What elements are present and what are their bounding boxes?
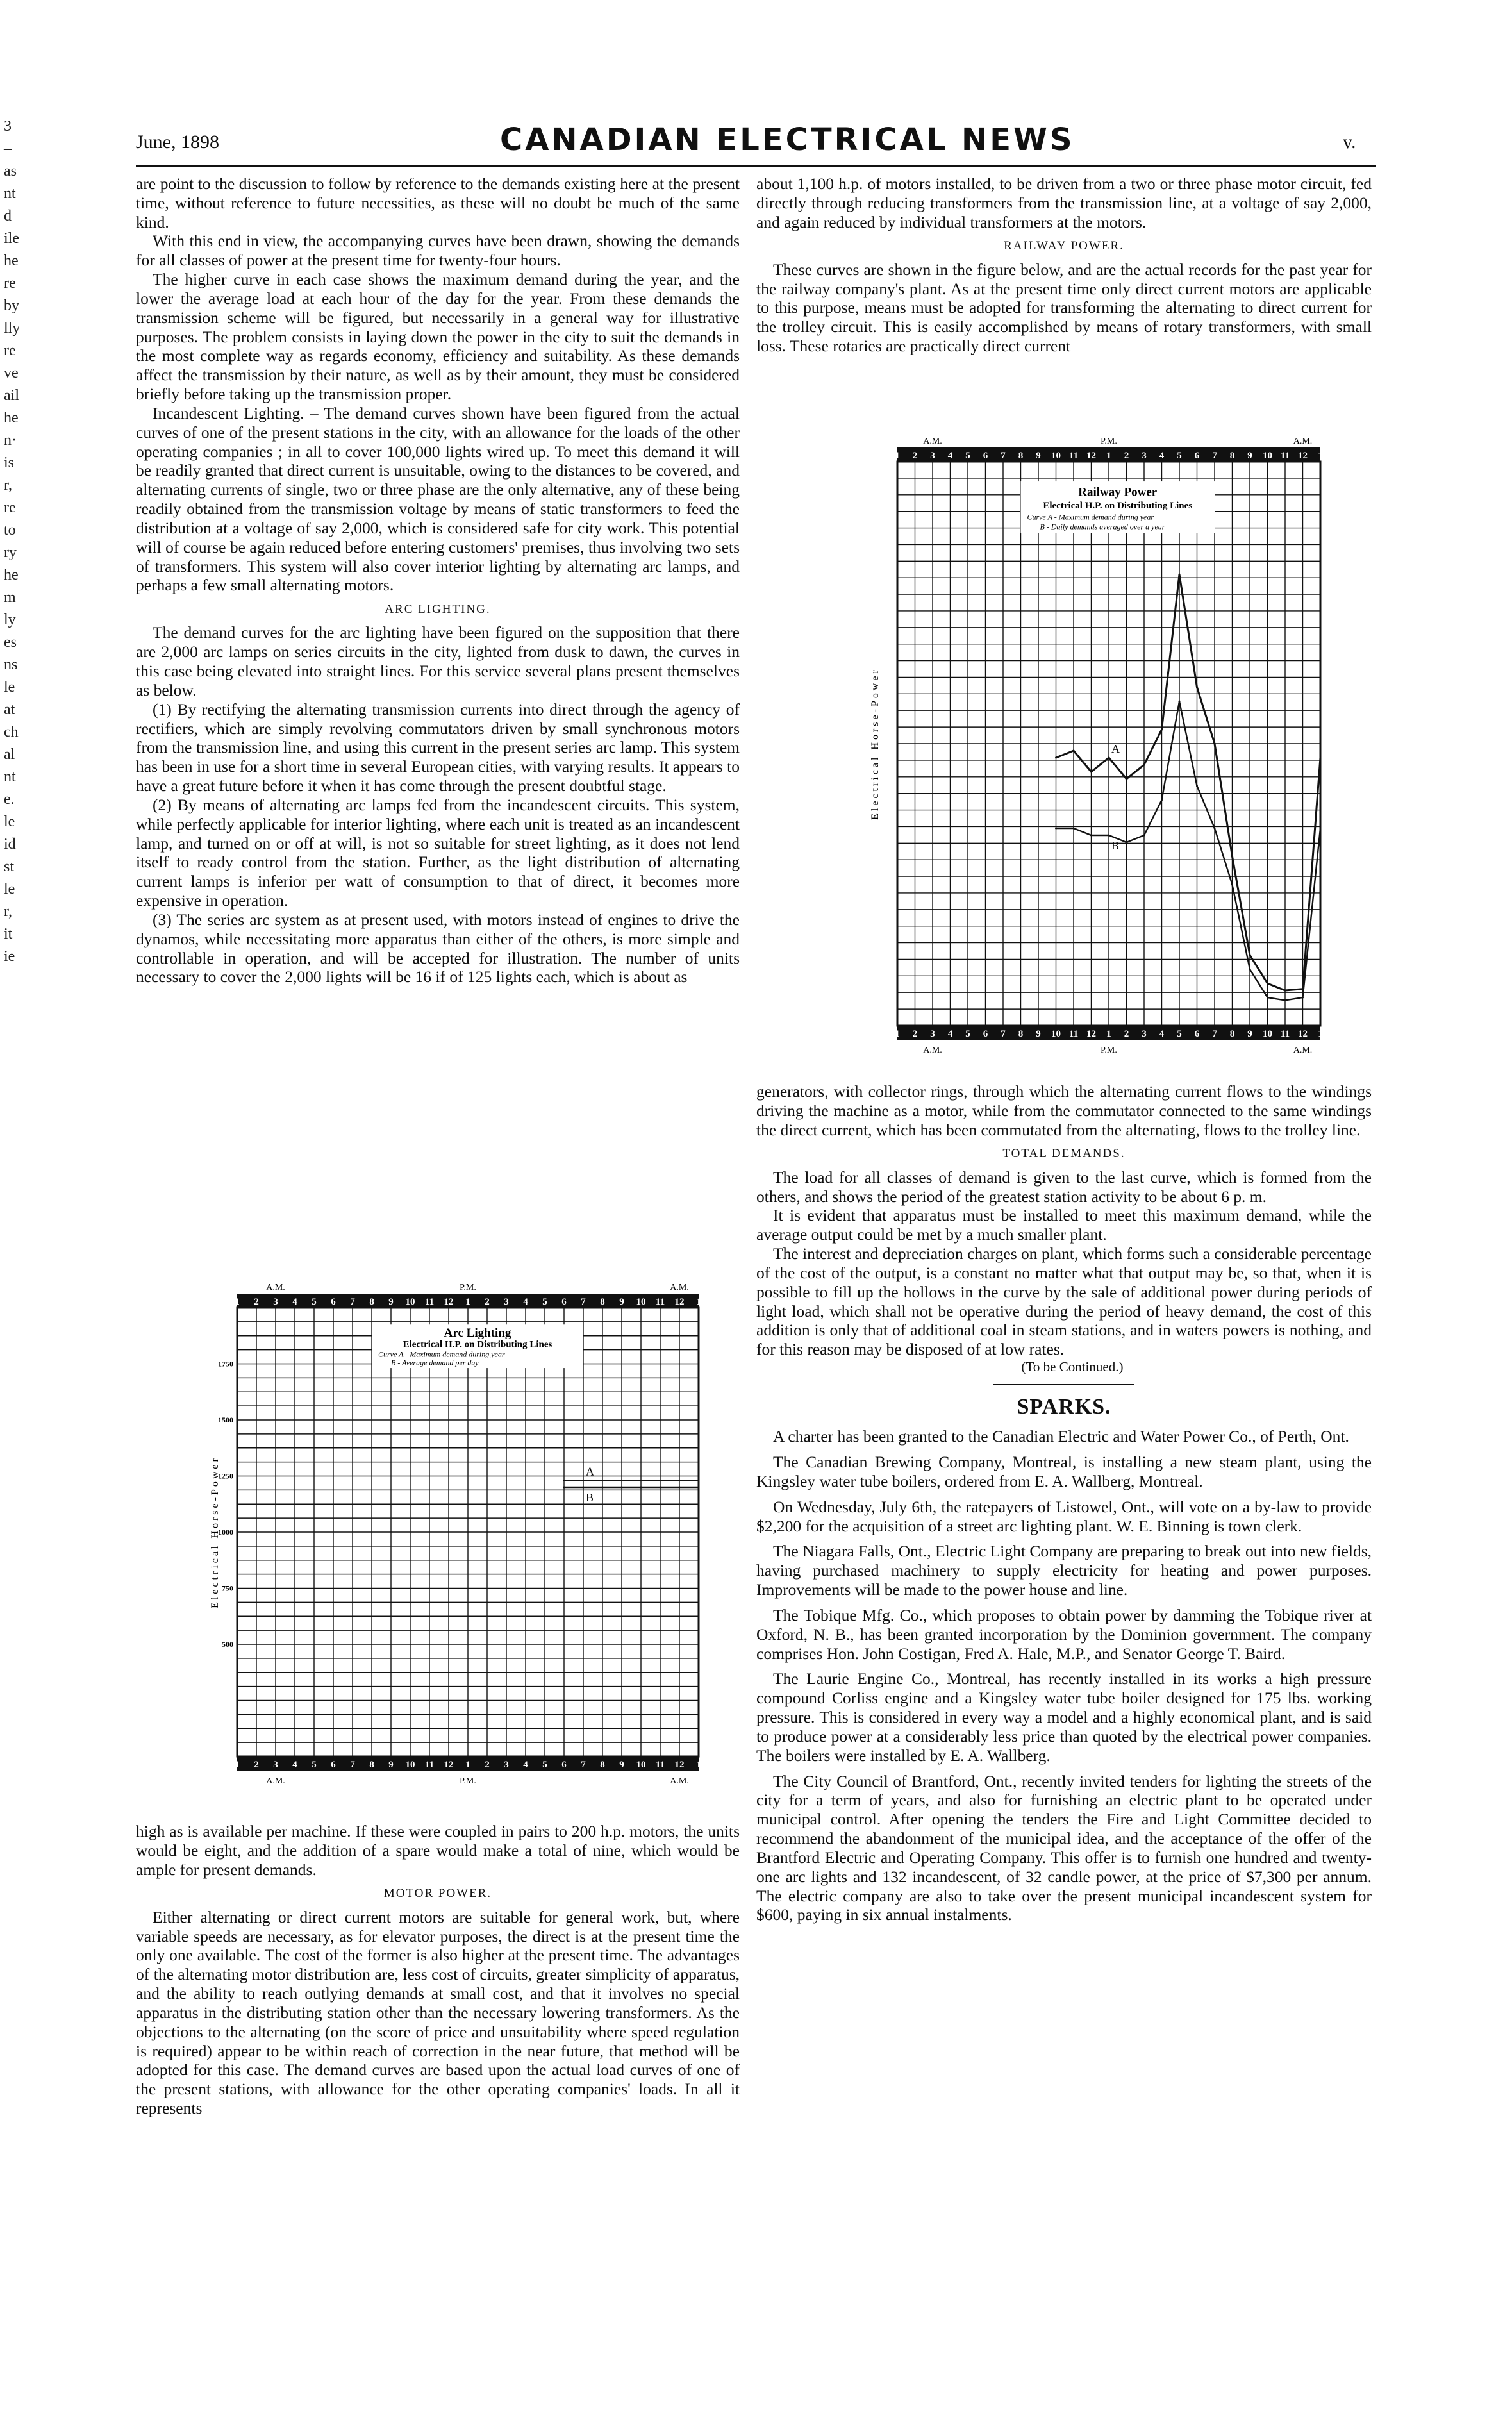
hour-label-top: 11 — [1280, 451, 1290, 461]
margin-fragment: he — [4, 410, 19, 426]
sparks-item: The Canadian Brewing Company, Montreal, is installing a new steam plant, using the Kingsley water tube boilers, ordered from E. A. Wallberg, Montreal. — [756, 1453, 1372, 1490]
sparks-item: The Laurie Engine Co., Montreal, has recently installed in its works a high pressure compound Corliss engine and a Kingsley water tube boiler designed for 175 lbs. working pressure. This is considered in every way a model and a highly economical plant, and is said to produce power at a considerably less price than quoted by the electrical power companies. The boilers were installed by E. A. Wallberg. — [756, 1669, 1372, 1765]
data-point — [640, 1487, 642, 1489]
data-point — [1090, 771, 1092, 773]
chart-subtitle: Electrical H.P. on Distributing Lines — [1043, 500, 1193, 511]
hour-label-top: 12 — [1298, 451, 1308, 461]
motor-power-heading: MOTOR POWER. — [383, 1887, 492, 1901]
hour-label-bottom: 3 — [504, 1760, 509, 1770]
data-point — [621, 1487, 623, 1489]
paragraph: generators, with collector rings, through which the alternating current flows to the windings driving the machine as a motor, while from the commutator connected to the same windings the direct current, which has been commutated from the alternating, flows to the trolley line. — [756, 1082, 1372, 1139]
curve-label-a: A — [586, 1465, 594, 1478]
sparks-item: On Wednesday, July 6th, the ratepayers of Listowel, Ont., will vote on a by-law to provide $2,200 for the acquisition of a street arc lighting plant. W. E. Binning is town clerk. — [756, 1497, 1372, 1535]
hour-label-top: 5 — [542, 1297, 547, 1307]
hour-label-top: 2 — [1124, 451, 1129, 461]
hour-label-bottom: 2 — [485, 1760, 490, 1770]
hour-label-bottom: 6 — [1194, 1029, 1200, 1039]
hour-label-top: 7 — [581, 1297, 586, 1307]
hour-label-top: 7 — [350, 1297, 355, 1307]
data-point — [679, 1480, 681, 1481]
hour-label-bottom: 2 — [254, 1760, 259, 1770]
hour-label-top: 9 — [1036, 451, 1041, 461]
margin-fragment: ry — [4, 544, 17, 561]
sparks-heading: SPARKS. — [1017, 1394, 1111, 1419]
hour-label-top: 3 — [1142, 451, 1147, 461]
period-label-bottom: A.M. — [266, 1776, 285, 1786]
legend-curve-a: Curve A - Maximum demand during year — [378, 1349, 505, 1359]
period-label-bottom: A.M. — [923, 1046, 942, 1055]
hour-label-top: 4 — [1159, 451, 1165, 461]
margin-fragment: – — [4, 140, 12, 157]
hour-label-top: 1 — [895, 451, 900, 461]
paragraph: It is evident that apparatus must be installed to meet this maximum demand, while the average output could be met by a much smaller plant. — [756, 1206, 1372, 1244]
hour-label-bottom: 1 — [465, 1760, 470, 1770]
period-label-top: P.M. — [460, 1283, 476, 1292]
hour-label-bottom: 5 — [542, 1760, 547, 1770]
left-column-top — [136, 174, 740, 987]
paragraph: are point to the discussion to follow by reference to the demands existing here at the present time, without reference to future necessities, as these will no doubt be much of the same kind. — [136, 174, 740, 231]
hour-label-top: 11 — [424, 1297, 435, 1307]
data-point — [1143, 764, 1145, 766]
data-point — [1161, 729, 1163, 731]
curve-b-line — [1056, 701, 1321, 1000]
margin-fragment: le — [4, 813, 15, 830]
hour-label-top: 1 — [1106, 451, 1111, 461]
margin-fragment: re — [4, 275, 16, 292]
right-column-top — [756, 174, 1372, 356]
hour-label-bottom: 1 — [895, 1029, 900, 1039]
data-point — [1108, 757, 1110, 759]
data-point — [1231, 856, 1233, 858]
period-label-bottom: P.M. — [460, 1776, 476, 1786]
data-point — [640, 1480, 642, 1481]
hour-label-top: 6 — [331, 1297, 336, 1307]
data-point — [1320, 828, 1322, 830]
margin-fragment: by — [4, 297, 19, 314]
margin-fragment: nt — [4, 769, 16, 785]
data-point — [583, 1487, 585, 1489]
margin-fragment: m — [4, 589, 16, 606]
paragraph: With this end in view, the accompanying curves have been drawn, showing the demands for all classes of power at the present time for twenty-four hours. — [136, 231, 740, 270]
hour-label-top: 3 — [273, 1297, 278, 1307]
y-axis-label: Electrical Horse-Power — [870, 667, 881, 820]
hour-label-top: 1 — [465, 1297, 470, 1307]
hour-label-top: 11 — [1068, 451, 1079, 461]
arc-lighting-chart — [192, 1282, 718, 1795]
hour-label-bottom: 1 — [235, 1760, 240, 1770]
margin-fragment: e. — [4, 791, 15, 808]
hour-label-bottom: 7 — [581, 1760, 586, 1770]
data-point — [698, 1480, 700, 1481]
period-label-top: A.M. — [670, 1283, 689, 1292]
y-tick-label: 1000 — [218, 1528, 233, 1537]
data-point — [1302, 997, 1304, 999]
data-point — [1143, 835, 1145, 837]
margin-fragment: r, — [4, 903, 13, 920]
margin-fragment: ly — [4, 612, 16, 628]
hour-label-top: 7 — [1001, 451, 1006, 461]
curve-label-b: B — [1111, 839, 1120, 852]
right-paras-after-chart — [756, 1082, 1372, 1139]
hour-label-bottom: 8 — [1018, 1029, 1024, 1039]
left-paras-motor — [136, 1908, 740, 2118]
hour-label-bottom: 3 — [273, 1760, 278, 1770]
sparks-item: A charter has been granted to the Canadian Electric and Water Power Co., of Perth, Ont. — [773, 1427, 1349, 1446]
curve-label-b: B — [586, 1491, 594, 1504]
legend-curve-a: Curve A - Maximum demand during year — [1027, 512, 1154, 522]
margin-fragment: n· — [4, 432, 17, 449]
page-number: v. — [1343, 131, 1356, 153]
hour-label-bottom: 1 — [1106, 1029, 1111, 1039]
left-column-bottom — [136, 1822, 740, 2118]
paragraph: The interest and depreciation charges on plant, which forms such a considerable percentage of the cost of the output, is a constant no matter what that output may be, so that, when it is possible to fill up the hollows in the curve by the sale of additional power during periods of light load, which shall not be operative during the period of heavy demand, the cost of this addition is only that of additional coal in steam stations, and in waters powers is nothing, and for this reason may be disposed of at low rates. — [756, 1244, 1372, 1359]
data-point — [1267, 983, 1268, 985]
hour-label-bottom: 9 — [1247, 1029, 1252, 1039]
hour-label-top: 10 — [636, 1297, 646, 1307]
right-paras-railway — [756, 260, 1372, 356]
left-paras-arc — [136, 623, 740, 987]
data-point — [1090, 835, 1092, 837]
publication-title: CANADIAN ELECTRICAL NEWS — [500, 122, 1075, 158]
hour-label-bottom: 10 — [1051, 1029, 1061, 1039]
data-point — [1126, 778, 1127, 780]
data-point — [1073, 750, 1075, 752]
margin-fragment: ile — [4, 230, 19, 247]
hour-label-bottom: 2 — [1124, 1029, 1129, 1039]
margin-fragment: st — [4, 858, 15, 875]
margin-fragment: ns — [4, 656, 18, 673]
hour-label-bottom: 1 — [1318, 1029, 1323, 1039]
data-point — [1179, 701, 1181, 703]
period-label-top: A.M. — [1293, 437, 1313, 446]
data-point — [660, 1480, 661, 1481]
paragraph: The higher curve in each case shows the maximum demand during the year, and the lower the average load at each hour of the day for the year. From these demands the transmission scheme will be figured, but necessarily in a general way for illustrative purposes. The problem consists in laying down the power in the city to suit the demands in the most complete way as regards economy, efficiency and suitability. As these demands affect the transmission by their nature, as well as by their amount, they must be considered briefly before taking up the transmission proper. — [136, 270, 740, 404]
hour-label-top: 9 — [619, 1297, 624, 1307]
hour-label-top: 10 — [1263, 451, 1272, 461]
data-point — [1284, 999, 1286, 1001]
hour-label-top: 7 — [1212, 451, 1217, 461]
data-point — [1161, 799, 1163, 801]
hour-label-bottom: 4 — [1159, 1029, 1165, 1039]
hour-label-top: 1 — [1318, 451, 1323, 461]
margin-fragment: as — [4, 163, 17, 179]
hour-label-top: 3 — [930, 451, 935, 461]
hour-label-bottom: 10 — [1263, 1029, 1272, 1039]
data-point — [679, 1487, 681, 1489]
hour-label-bottom: 8 — [369, 1760, 374, 1770]
hour-label-top: 1 — [696, 1297, 701, 1307]
y-tick-label: 1750 — [218, 1359, 233, 1369]
legend-curve-b: B - Daily demands averaged over a year — [1040, 522, 1165, 531]
period-label-bottom: A.M. — [670, 1776, 689, 1786]
y-tick-label: 500 — [222, 1640, 233, 1649]
hour-label-bottom: 3 — [1142, 1029, 1147, 1039]
right-paras-total — [756, 1168, 1372, 1359]
margin-fragment: it — [4, 926, 13, 942]
header-rule — [136, 165, 1376, 167]
y-tick-label: 750 — [222, 1583, 233, 1593]
data-point — [1249, 955, 1251, 956]
hour-label-bottom: 7 — [1001, 1029, 1006, 1039]
sparks-item: The City Council of Brantford, Ont., recently invited tenders for lighting the streets of the city for a term of years, and also for furnishing an electric plant to be operated under municipal control. After opening the tenders the Fire and Light Committee decided to recommend the abandonment of the municipal idea, and the acceptance of the offer of the Brantford Electric and Operating Company. This offer is to furnish one hundred and twenty-one arc lights and 132 incandescent, of 32 candle power, at the price of $7,300 per annum. The electric company are also to take over the present municipal incandescent system for $600, paying in six annual instalments. — [756, 1771, 1372, 1924]
data-point — [1108, 835, 1110, 837]
data-point — [1196, 687, 1198, 688]
hour-label-bottom: 11 — [1068, 1029, 1079, 1039]
hour-label-top: 4 — [292, 1297, 297, 1307]
hour-label-top: 3 — [504, 1297, 509, 1307]
data-point — [1231, 884, 1233, 886]
hour-label-top: 4 — [947, 451, 953, 461]
data-point — [1179, 574, 1181, 576]
hour-label-top: 5 — [1177, 451, 1182, 461]
chart-title: Railway Power — [1078, 485, 1158, 499]
arc-lighting-heading: ARC LIGHTING. — [385, 603, 491, 617]
hour-label-top: 6 — [1194, 451, 1200, 461]
paragraph: The load for all classes of demand is given to the last curve, which is formed from the others, and shows the period of the greatest station activity to be about 6 p. m. — [756, 1167, 1372, 1206]
margin-fragment: id — [4, 836, 16, 853]
data-point — [1267, 997, 1268, 999]
paragraph: high as is available per machine. If these were coupled in pairs to 200 h.p. motors, the units would be eight, and the addition of a spare would make a total of nine, which would be ample for present demands. — [136, 1822, 740, 1879]
data-point — [563, 1480, 565, 1481]
hour-label-bottom: 5 — [965, 1029, 970, 1039]
hour-label-top: 2 — [254, 1297, 259, 1307]
sparks-items — [756, 1427, 1372, 1924]
data-point — [1320, 757, 1322, 759]
hour-label-bottom: 8 — [1229, 1029, 1235, 1039]
hour-label-top: 5 — [965, 451, 970, 461]
sparks-item: The Tobique Mfg. Co., which proposes to obtain power by damming the Tobique river at Oxford, N. B., has been granted incorporation by the Dominion government. The company comprises Hon. John Costigan, Fred A. Hale, M.P., and Senator George T. Baird. — [756, 1605, 1372, 1663]
margin-fragment: es — [4, 634, 17, 651]
hour-label-top: 8 — [1018, 451, 1024, 461]
data-point — [1284, 990, 1286, 992]
data-point — [621, 1480, 623, 1481]
hour-label-bottom: 9 — [1036, 1029, 1041, 1039]
period-label-top: P.M. — [1101, 437, 1117, 446]
paragraph: (1) By rectifying the alternating transmission currents into direct through the agency of rectifiers, which are simply revolving commutators driven by small synchronous motors from the transmission line, and using this current in the present series arc lamp. This system has been in use for a short time in several European cities, with varying results. It appears to have a great future before it when it has come through the present doubtful stage. — [136, 699, 740, 796]
margin-fragment: al — [4, 746, 15, 763]
margin-fragment: ie — [4, 948, 15, 965]
hour-label-top: 6 — [561, 1297, 567, 1307]
issue-date: June, 1898 — [136, 131, 219, 153]
margin-fragment: nt — [4, 185, 16, 202]
hour-label-bottom: 7 — [1212, 1029, 1217, 1039]
hour-label-top: 8 — [600, 1297, 605, 1307]
hour-label-bottom: 6 — [331, 1760, 336, 1770]
hour-label-bottom: 12 — [674, 1760, 685, 1770]
period-label-bottom: A.M. — [1293, 1046, 1313, 1055]
data-point — [1214, 743, 1216, 745]
hour-label-bottom: 6 — [561, 1760, 567, 1770]
paragraph: about 1,100 h.p. of motors installed, to be driven from a two or three phase motor circuit, fed directly through reducing transformers from the transmission line, at a voltage of say 2,000, and again reduced by individual transformers at the motors. — [756, 174, 1372, 231]
margin-fragment: le — [4, 679, 15, 696]
margin-fragment: he — [4, 567, 19, 583]
data-point — [1249, 969, 1251, 971]
hour-label-bottom: 7 — [350, 1760, 355, 1770]
margin-fragments — [4, 115, 29, 968]
left-paras-top — [136, 174, 740, 595]
data-point — [1214, 828, 1216, 830]
period-label-bottom: P.M. — [1101, 1046, 1117, 1055]
hour-label-bottom: 4 — [947, 1029, 953, 1039]
railway-power-chart — [859, 436, 1333, 1064]
margin-fragment: to — [4, 522, 16, 538]
margin-fragment: is — [4, 455, 15, 471]
paragraph: Either alternating or direct current motors are suitable for general work, but, where variable speeds are necessary, as for elevator purposes, the direct is at the present time the only one available. The cost of the former is also higher at the present time. The advantages of the alternating motor distribution are, less cost of circuits, greater simplicity of apparatus, and the ability to reach outlying demands at small cost, and that it involves no special apparatus in the distributing station other than the necessary lowering transformers. As the objections to the alternating (on the score of price and unsuitability where speed regulation is required) appear to be within reach of correction in the near future, that method will be adopted for this case. The demand curves are based upon the actual load curves of one of the present stations, with allowance for the other operating companies' loads. In all it represents — [136, 1907, 740, 2117]
hour-label-bottom: 12 — [1086, 1029, 1096, 1039]
margin-fragment: le — [4, 881, 15, 897]
data-point — [660, 1487, 661, 1489]
data-point — [1126, 842, 1127, 844]
hour-label-bottom: 10 — [405, 1760, 415, 1770]
margin-fragment: at — [4, 701, 15, 718]
margin-fragment: d — [4, 208, 12, 224]
hour-label-top: 11 — [655, 1297, 665, 1307]
data-point — [1055, 757, 1057, 759]
data-point — [1073, 828, 1075, 830]
hour-label-bottom: 12 — [444, 1760, 454, 1770]
hour-label-top: 10 — [1051, 451, 1061, 461]
right-paras-top — [756, 174, 1372, 231]
margin-fragment: re — [4, 342, 16, 359]
hour-label-bottom: 11 — [424, 1760, 435, 1770]
hour-label-top: 9 — [1247, 451, 1252, 461]
hour-label-top: 12 — [1086, 451, 1096, 461]
margin-fragment: re — [4, 499, 16, 516]
hour-label-bottom: 11 — [1280, 1029, 1290, 1039]
margin-fragment: ch — [4, 724, 19, 740]
chart-title: Arc Lighting — [444, 1326, 511, 1340]
chart-subtitle: Electrical H.P. on Distributing Lines — [403, 1339, 552, 1350]
hour-label-top: 1 — [235, 1297, 240, 1307]
hour-label-top: 6 — [983, 451, 988, 461]
curve-a-line — [1056, 574, 1321, 990]
hour-label-top: 12 — [674, 1297, 685, 1307]
paragraph: (2) By means of alternating arc lamps fed from the incandescent circuits. This system, while perfectly applicable for interior lighting, where each unit is treated as an incandescent lamp, and turned on or off at will, is not so suitable for street lighting, as it does not lend itself to ready control from the station. Further, as the light distribution of alternating current lamps is inferior per watt of consumption to that of direct, it becomes more expensive in operation. — [136, 795, 740, 910]
paragraph: These curves are shown in the figure below, and are the actual records for the past year for the railway company's plant. As at the present time only direct current motors are applicable to this purpose, means must be adopted for transforming the alternating to direct current for the trolley circuit. This is easily accomplished by means of rotary transformers, with small loss. These rotaries are practically direct current — [756, 260, 1372, 356]
y-tick-label: 1250 — [218, 1471, 233, 1481]
total-demands-heading: TOTAL DEMANDS. — [1002, 1147, 1126, 1161]
hour-label-top: 8 — [369, 1297, 374, 1307]
hour-label-top: 2 — [485, 1297, 490, 1307]
data-point — [563, 1487, 565, 1489]
legend-curve-b: B - Average demand per day — [391, 1358, 479, 1367]
paragraph: Incandescent Lighting. – The demand curves shown have been figured from the actual curves of one of the present stations in the city, with an allowance for the loads of the other operating companies ; in all to cover 100,000 lights wired up. To meet this demand it will be readily granted that direct current is unsuitable, owing to the distances to be covered, and alternating currents of single, two or three phase are the only alternative, any of these being readily obtained from the transmission voltage by means of static transformers to feed the distribution at a voltage of say 2,000, which is considered safe for city work. This potential will of course be again reduced before entering customers' premises, thus involving two sets of transformers. This system will also cover interior lighting by alternating arc lamps, and perhaps a few small alternating motors. — [136, 403, 740, 595]
margin-fragment: he — [4, 253, 19, 269]
data-point — [1055, 828, 1057, 830]
hour-label-top: 5 — [312, 1297, 317, 1307]
data-point — [698, 1487, 700, 1489]
hour-label-bottom: 9 — [388, 1760, 394, 1770]
hour-label-top: 4 — [523, 1297, 528, 1307]
hour-label-bottom: 5 — [1177, 1029, 1182, 1039]
y-axis-label: Electrical Horse-Power — [210, 1456, 220, 1608]
sparks-item: The Niagara Falls, Ont., Electric Light Company are preparing to break out into new fields, having purchased machinery to supply electricity for heating and power purposes. Improvements will be made to the power house and line. — [756, 1542, 1372, 1599]
data-point — [602, 1487, 604, 1489]
hour-label-bottom: 12 — [1298, 1029, 1308, 1039]
hour-label-bottom: 4 — [523, 1760, 528, 1770]
hour-label-top: 2 — [912, 451, 918, 461]
section-rule — [993, 1384, 1134, 1385]
hour-label-bottom: 1 — [696, 1760, 701, 1770]
y-tick-label: 1500 — [218, 1415, 233, 1424]
hour-label-top: 10 — [405, 1297, 415, 1307]
hour-label-bottom: 5 — [312, 1760, 317, 1770]
hour-label-bottom: 10 — [636, 1760, 646, 1770]
margin-fragment: lly — [4, 320, 21, 337]
hour-label-bottom: 4 — [292, 1760, 297, 1770]
curve-label-a: A — [1111, 742, 1120, 755]
period-label-top: A.M. — [923, 437, 942, 446]
paragraph: (3) The series arc system as at present used, with motors instead of engines to drive the dynamos, while necessitating more apparatus than either of the others, is more simple and controllable in operation, and will be accepted for illustration. The number of units necessary to cover the 2,000 lights will be 16 if of 125 lights each, which is about as — [136, 910, 740, 987]
hour-label-bottom: 2 — [912, 1029, 918, 1039]
hour-label-bottom: 3 — [930, 1029, 935, 1039]
railway-power-heading: RAILWAY POWER. — [1004, 239, 1124, 253]
hour-label-top: 9 — [388, 1297, 394, 1307]
hour-label-bottom: 8 — [600, 1760, 605, 1770]
period-label-top: A.M. — [266, 1283, 285, 1292]
left-paras-bottom — [136, 1822, 740, 1879]
margin-fragment: 3 — [4, 118, 12, 135]
hour-label-bottom: 11 — [655, 1760, 665, 1770]
margin-fragment: ve — [4, 365, 19, 381]
margin-fragment: ail — [4, 387, 19, 404]
paragraph: The demand curves for the arc lighting have been figured on the supposition that there are 2,000 arc lamps on series circuits in the city, lighted from dusk to dawn, the curves in this case being elevated into straight lines. For this service several plans present themselves as below. — [136, 623, 740, 699]
data-point — [583, 1480, 585, 1481]
hour-label-bottom: 6 — [983, 1029, 988, 1039]
data-point — [1196, 785, 1198, 787]
hour-label-bottom: 9 — [619, 1760, 624, 1770]
margin-fragment: r, — [4, 477, 13, 494]
data-point — [602, 1480, 604, 1481]
hour-label-top: 8 — [1229, 451, 1235, 461]
to-be-continued: (To be Continued.) — [1021, 1358, 1124, 1374]
right-column-bottom — [756, 1082, 1372, 1931]
hour-label-top: 12 — [444, 1297, 454, 1307]
